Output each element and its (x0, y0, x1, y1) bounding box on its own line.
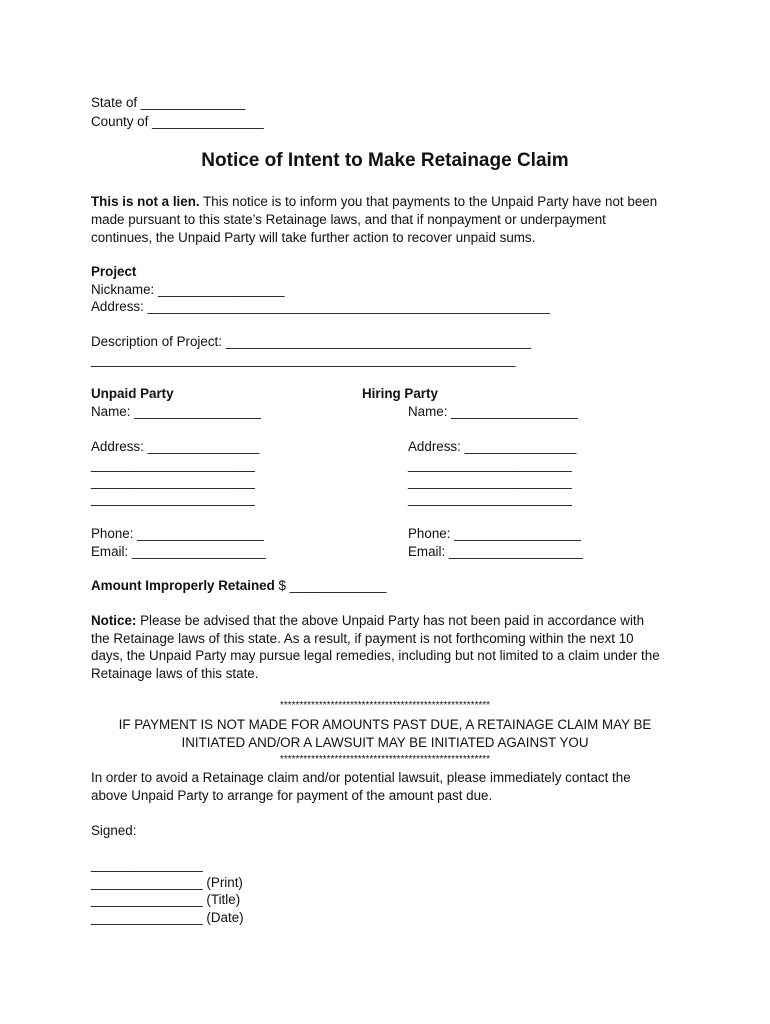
intro-line-3: continues, the Unpaid Party will take further action to recover unpaid sums. (91, 230, 536, 245)
closing-line-2: above Unpaid Party to arrange for payment of the amount past due. (91, 788, 493, 803)
project-address-field: Address: ______________________________________________________ (91, 299, 550, 314)
intro-line-2: made pursuant to this state’s Retainage laws, and that if nonpayment or underpayment (91, 212, 606, 227)
print-name-line: _______________ (Print) (91, 875, 243, 890)
warning-line-2: INITIATED AND/OR A LAWSUIT MAY BE INITIATED AGAINST YOU (181, 735, 589, 750)
state-field: State of ______________ (91, 95, 246, 110)
intro-bold: This is not a lien. (91, 194, 200, 209)
unpaid-address-blank-3: ______________________ (91, 491, 255, 506)
date-line: _______________ (Date) (91, 910, 244, 925)
signed-label: Signed: (91, 823, 137, 838)
project-description-field: Description of Project: _________________________________________ (91, 334, 532, 349)
intro-text-1: This notice is to inform you that payments to the Unpaid Party have not been (199, 194, 658, 209)
project-heading: Project (91, 264, 137, 279)
hiring-address-field: Address: _______________ (408, 439, 577, 454)
hiring-email-field: Email: __________________ (408, 544, 583, 559)
unpaid-address-field: Address: _______________ (91, 439, 260, 454)
county-field: County of _______________ (91, 114, 264, 129)
unpaid-party-heading: Unpaid Party (91, 386, 174, 401)
notice-text-1: Please be advised that the above Unpaid Party has not been paid in accordance with (136, 613, 645, 628)
document-title: Notice of Intent to Make Retainage Claim (201, 150, 569, 171)
unpaid-email-field: Email: __________________ (91, 544, 266, 559)
notice-line-3: days, the Unpaid Party may pursue legal remedies, including but not limited to a claim under the (91, 648, 660, 663)
hiring-address-blank-3: ______________________ (408, 491, 572, 506)
hiring-phone-field: Phone: _________________ (408, 526, 581, 541)
warning-stars-top: ****************************************************** (279, 700, 491, 711)
notice-bold: Notice: (91, 613, 137, 628)
unpaid-name-field: Name: _________________ (91, 404, 261, 419)
notice-line-2: the Retainage laws of this state. As a result, if payment is not forthcoming within the next 10 (91, 631, 634, 646)
hiring-party-heading: Hiring Party (362, 386, 438, 401)
unpaid-address-blank-1: ______________________ (91, 457, 255, 472)
amount-label: Amount Improperly Retained (91, 578, 275, 593)
warning-line-1: IF PAYMENT IS NOT MADE FOR AMOUNTS PAST DUE, A RETAINAGE CLAIM MAY BE (118, 717, 652, 732)
hiring-name-field: Name: _________________ (408, 404, 578, 419)
project-nickname-field: Nickname: _________________ (91, 282, 285, 297)
amount-value: $ _____________ (274, 578, 387, 593)
signature-line: _______________ (91, 857, 203, 872)
unpaid-phone-field: Phone: _________________ (91, 526, 264, 541)
project-description-continuation: _________________________________________________________ (91, 352, 516, 367)
amount-retained-line (91, 577, 386, 594)
unpaid-address-blank-2: ______________________ (91, 474, 255, 489)
hiring-address-blank-2: ______________________ (408, 474, 572, 489)
closing-line-1: In order to avoid a Retainage claim and/or potential lawsuit, please immediately contact the (91, 770, 631, 785)
intro-line-1 (91, 193, 657, 210)
warning-stars-bottom: ****************************************************** (279, 754, 491, 765)
notice-line-1 (91, 612, 644, 629)
notice-line-4: Retainage laws of this state. (91, 666, 259, 681)
title-line: _______________ (Title) (91, 892, 241, 907)
hiring-address-blank-1: ______________________ (408, 457, 572, 472)
